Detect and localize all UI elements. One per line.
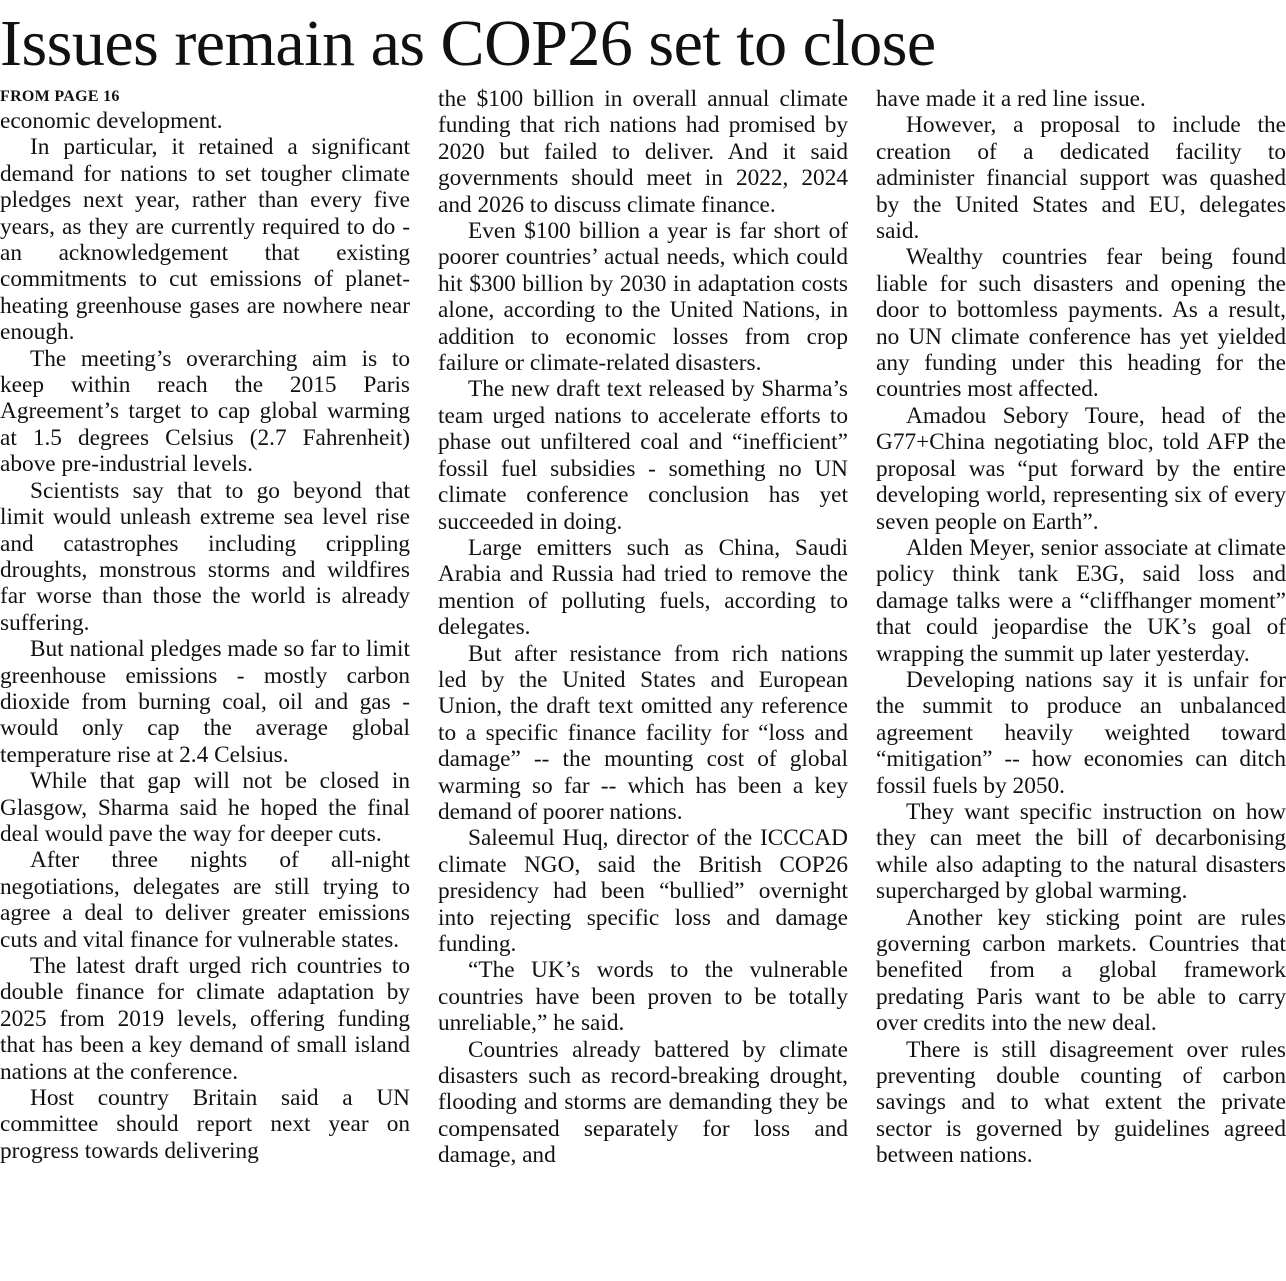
paragraph: Even $100 billion a year is far short of poorer countries’ actual needs, which could hit $300 billion by 2030 in adaptation costs alone, according to the United Nations, in addition to economic losses from crop failure or climate-related disasters. [438, 218, 848, 377]
headline: Issues remain as COP26 set to close [0, 7, 936, 80]
paragraph: However, a proposal to include the creation of a dedicated facility to administer financial support was quashed by the United States and EU, delegates said. [876, 112, 1286, 245]
paragraph: economic development. [0, 108, 223, 134]
paragraph: While that gap will not be closed in Glasgow, Sharma said he hoped the final deal would pave the way for deeper cuts. [0, 768, 410, 847]
paragraph: Amadou Sebory Toure, head of the G77+China negotiating bloc, told AFP the proposal was “put forward by the entire developing world, representing six of every seven people on Earth”. [876, 402, 1286, 535]
paragraph: After three nights of all-night negotiations, delegates are still trying to agree a deal to deliver greater emissions cuts and vital finance for vulnerable states. [0, 847, 410, 953]
article-column-2 [438, 86, 848, 1276]
paragraph: have made it a red line issue. [876, 86, 1146, 112]
article-column-1 [0, 86, 410, 1276]
paragraph: Wealthy countries fear being found liable for such disasters and opening the door to bottomless payments. As a result, no UN climate conference has yet yielded any funding under this heading for the countries most affected. [876, 244, 1286, 403]
paragraph: Saleemul Huq, director of the ICCCAD climate NGO, said the British COP26 presidency had been “bullied” overnight into rejecting specific loss and damage funding. [438, 825, 848, 957]
paragraph: Countries already battered by climate disasters such as record-breaking drought, flooding and storms are demanding they be compensated separately for loss and damage, and [438, 1036, 848, 1169]
paragraph: “The UK’s words to the vulnerable countries have been proven to be totally unreliable,” he said. [438, 957, 848, 1037]
paragraph: There is still disagreement over rules preventing double counting of carbon savings and to what extent the private sector is governed by guidelines agreed between nations. [876, 1036, 1286, 1169]
paragraph: But national pledges made so far to limit greenhouse emissions - mostly carbon dioxide from burning coal, oil and gas - would only cap the average global temperature rise at 2.4 Celsius. [0, 636, 410, 768]
paragraph: Scientists say that to go beyond that limit would unleash extreme sea level rise and catastrophes including crippling droughts, monstrous storms and wildfires far worse than those the world is already suffering. [0, 477, 410, 636]
paragraph: The new draft text released by Sharma’s team urged nations to accelerate efforts to phase out unfiltered coal and “inefficient” fossil fuel subsidies - something no UN climate conference conclusion has yet succeeded in doing. [438, 376, 848, 535]
paragraph: Host country Britain said a UN committee should report next year on progress towards delivering [0, 1085, 410, 1164]
paragraph: In particular, it retained a significant demand for nations to set tougher climate pledges next year, rather than every five years, as they are currently required to do - an acknowledgement that existing commitments to cut emissions of planet-heating greenhouse gases are nowhere near enough. [0, 134, 410, 346]
paragraph: They want specific instruction on how they can meet the bill of decarbonising while also adapting to the natural disasters supercharged by global warming. [876, 798, 1286, 905]
paragraph: The latest draft urged rich countries to double finance for climate adaptation by 2025 from 2019 levels, offering funding that has been a key demand of small island nations at the conference. [0, 953, 410, 1085]
paragraph: Alden Meyer, senior associate at climate policy think tank E3G, said loss and damage talks were a “cliffhanger moment” that could jeopardise the UK’s goal of wrapping the summit up later yesterday. [876, 534, 1286, 667]
continuation-kicker: FROM PAGE 16 [0, 88, 120, 105]
paragraph: the $100 billion in overall annual climate funding that rich nations had promised by 2020 but failed to deliver. And it said governments should meet in 2022, 2024 and 2026 to discuss climate finance. [438, 86, 848, 218]
paragraph: Developing nations say it is unfair for the summit to produce an unbalanced agreement heavily weighted toward “mitigation” -- how economies can ditch fossil fuels by 2050. [876, 666, 1286, 799]
paragraph: Another key sticking point are rules governing carbon markets. Countries that benefited from a global framework predating Paris want to be able to carry over credits into the new deal. [876, 904, 1286, 1037]
article-column-3 [876, 86, 1286, 1276]
paragraph: But after resistance from rich nations led by the United States and European Union, the draft text omitted any reference to a specific finance facility for “loss and damage” -- the mounting cost of global warming so far -- which has been a key demand of poorer nations. [438, 640, 848, 825]
paragraph: Large emitters such as China, Saudi Arabia and Russia had tried to remove the mention of polluting fuels, according to delegates. [438, 534, 848, 641]
paragraph: The meeting’s overarching aim is to keep within reach the 2015 Paris Agreement’s target to cap global warming at 1.5 degrees Celsius (2.7 Fahrenheit) above pre-industrial levels. [0, 345, 410, 478]
